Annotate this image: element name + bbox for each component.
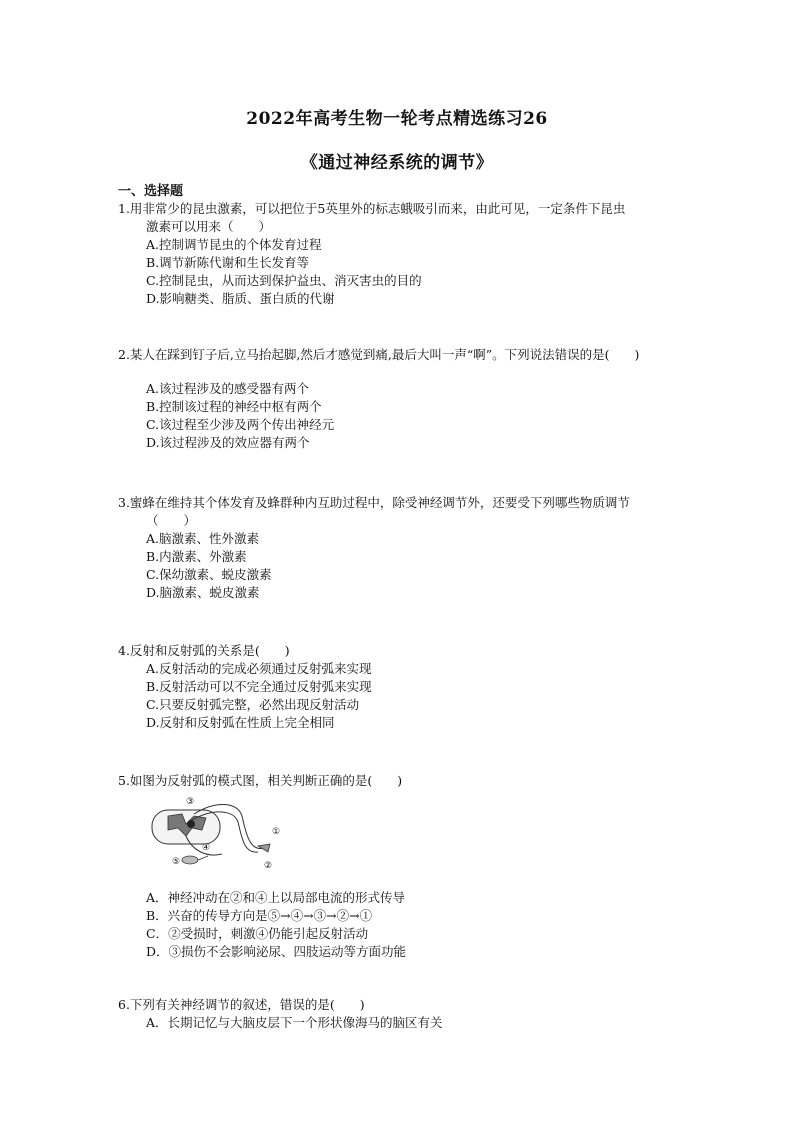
option-d: D.该过程涉及的效应器有两个 — [146, 435, 310, 450]
receptor — [258, 844, 270, 852]
option-b: B.控制该过程的神经中枢有两个 — [146, 399, 322, 414]
option-d: D.影响糖类、脂质、蛋白质的代谢 — [146, 291, 335, 306]
section-heading: 一、选择题 — [118, 184, 184, 199]
question-stem: 6.下列有关神经调节的叙述，错误的是( ) — [118, 997, 365, 1012]
question-stem-continued: 激素可以用来（ ） — [146, 219, 272, 234]
option-c: C.保幼激素、蜕皮激素 — [146, 567, 272, 582]
question-stem: 5.如图为反射弧的模式图，相关判断正确的是( ) — [118, 773, 403, 788]
option-b: B.调节新陈代谢和生长发育等 — [146, 255, 310, 270]
reflex-arc-diagram — [146, 794, 296, 880]
option-a: A.反射活动的完成必须通过反射弧来实现 — [146, 661, 372, 676]
option-b: B.反射活动可以不完全通过反射弧来实现 — [146, 679, 372, 694]
question-5 — [118, 772, 718, 961]
document-subtitle: 《通过神经系统的调节》 — [300, 153, 494, 173]
option-c: C.控制昆虫，从而达到保护益虫、消灭害虫的目的 — [146, 273, 422, 288]
option-c: C．②受损时，刺激④仍能引起反射活动 — [146, 926, 369, 941]
option-d: D.反射和反射弧在性质上完全相同 — [146, 715, 335, 730]
question-6 — [118, 996, 718, 1032]
option-d: D．③损伤不会影响泌尿、四肢运动等方面功能 — [146, 944, 407, 959]
option-a: A.控制调节昆虫的个体发育过程 — [146, 237, 322, 252]
option-a: A．长期记忆与大脑皮层下一个形状像海马的脑区有关 — [146, 1015, 443, 1030]
interneuron — [187, 820, 195, 828]
option-c: C.该过程至少涉及两个传出神经元 — [146, 417, 335, 432]
option-a: A.脑激素、性外激素 — [146, 531, 260, 546]
option-b: B．兴奋的传导方向是⑤→④→③→②→① — [146, 908, 373, 923]
question-2 — [118, 346, 718, 452]
label-3: ③ — [186, 797, 195, 807]
question-stem-continued: （ ） — [146, 513, 197, 528]
question-stem: 3.蜜蜂在维持其个体发育及蜂群种内互助过程中，除受神经调节外，还要受下列哪些物质调节 — [118, 495, 630, 510]
label-2: ② — [264, 861, 273, 871]
label-4: ④ — [202, 843, 211, 853]
label-1: ① — [272, 827, 281, 837]
option-b: B.内激素、外激素 — [146, 549, 247, 564]
option-a: A.该过程涉及的感受器有两个 — [146, 381, 310, 396]
question-stem: 1.用非常少的昆虫激素，可以把位于5英里外的标志蛾吸引而来，由此可见，一定条件下昆虫 — [118, 201, 626, 216]
option-a: A．神经冲动在②和④上以局部电流的形式传导 — [146, 890, 406, 905]
option-c: C.只要反射弧完整，必然出现反射活动 — [146, 697, 360, 712]
question-3 — [118, 494, 718, 602]
option-d: D.脑激素、蜕皮激素 — [146, 585, 260, 600]
question-stem: 4.反射和反射弧的关系是( ) — [118, 643, 290, 658]
question-1 — [118, 200, 718, 308]
document-title: 2022年高考生物一轮考点精选练习26 — [246, 109, 548, 129]
question-4 — [118, 642, 718, 732]
effector — [182, 856, 198, 864]
question-stem: 2.某人在踩到钉子后,立马抬起脚,然后才感觉到痛,最后大叫一声“啊”。下列说法错误的是( ) — [118, 347, 640, 362]
label-5: ⑤ — [172, 857, 181, 867]
